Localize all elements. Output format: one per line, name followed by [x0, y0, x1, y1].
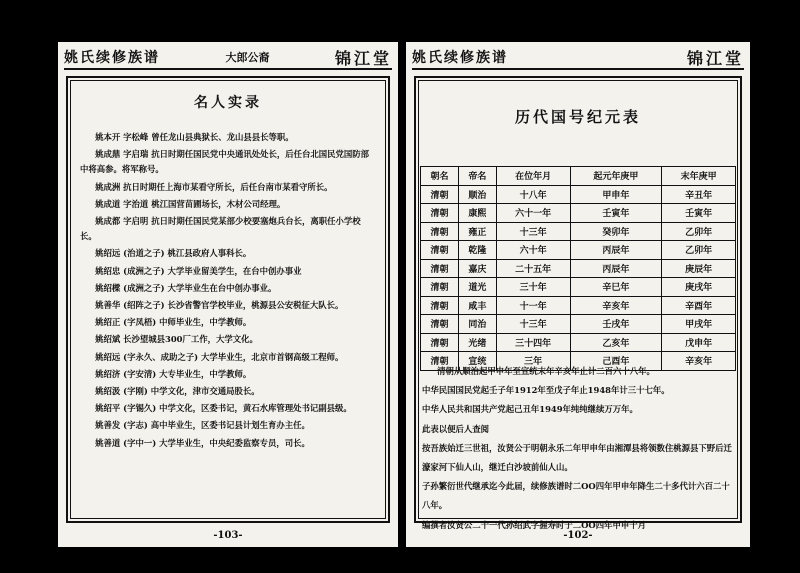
table-cell: 壬戌年 — [570, 315, 662, 334]
note-line: 中华人民共和国共产党起己丑年1949年纯纯继续万万年。 — [422, 404, 638, 415]
table-cell: 壬寅年 — [570, 204, 662, 223]
column-header: 起元年庚甲 — [570, 167, 662, 186]
table-cell: 辛丑年 — [662, 185, 736, 204]
era-table-body — [421, 185, 736, 370]
hall-name: 锦江堂 — [686, 48, 744, 68]
table-cell: 三年 — [496, 352, 570, 371]
table-row — [421, 333, 736, 352]
column-header: 帝名 — [458, 167, 496, 186]
table-cell: 清朝 — [421, 204, 459, 223]
section-title: 名人实录 — [194, 95, 262, 111]
table-cell: 咸丰 — [458, 296, 496, 315]
table-cell: 己酉年 — [570, 352, 662, 371]
biography-entry: 姚绍汲 (字刚) 中学文化，津市交通局股长。 — [95, 386, 260, 397]
table-cell: 庚辰年 — [662, 259, 736, 278]
note-line: 按吾族始迁三世祖，汝贤公于明朝永乐二年甲申年由湘潭县将领数住桃源县下野后迁濠家河下仙人山，继迁白沙坡前仙人山。 — [422, 442, 732, 473]
book-title: 姚氏续修族谱 — [64, 50, 160, 66]
table-row — [421, 259, 736, 278]
table-cell: 乾隆 — [458, 241, 496, 260]
table-cell: 同治 — [458, 315, 496, 334]
note-line: 子孙繁衍世代继承迄今此届，续修族谱时二OO四年甲申年降生二十多代计六百二十八年。 — [422, 481, 730, 511]
table-cell: 六十年 — [496, 241, 570, 260]
table-cell: 甲戌年 — [662, 315, 736, 334]
biography-entry: 姚成鼎 字启瑞 抗日时期任国民党中央通讯处处长，后任台北国民党国防部中将高参。将军称号。 — [80, 149, 369, 175]
table-cell: 十三年 — [496, 315, 570, 334]
table-cell: 三十年 — [496, 278, 570, 297]
branch-name: 大郎公裔 — [225, 51, 270, 64]
column-header: 末年庚甲 — [662, 167, 736, 186]
table-cell: 乙卯年 — [662, 241, 736, 260]
biography-entry: 姚绍忠 (成洲之子) 大学毕业留美学生，在台中创办事业 — [95, 265, 302, 276]
table-cell: 辛亥年 — [662, 352, 736, 371]
note-line: 清朝从顺治起甲申年至宣统末年辛亥年止计二百六十八年。 — [437, 366, 655, 376]
right-page-header — [412, 46, 744, 70]
table-cell: 道光 — [458, 278, 496, 297]
table-cell: 六十一年 — [496, 204, 570, 223]
table-cell: 甲申年 — [570, 185, 662, 204]
table-cell: 宣统 — [458, 352, 496, 371]
table-cell: 十一年 — [496, 296, 570, 315]
biography-entry: 姚绍樑 (成洲之子) 大学毕业生在台中创办事业。 — [95, 282, 277, 293]
page-number: -102- — [563, 530, 593, 541]
biography-entry: 姚绍远 (字永久、成助之子) 大学毕业生，北京市首钢高级工程师。 — [95, 351, 344, 362]
table-cell: 顺治 — [458, 185, 496, 204]
table-cell: 清朝 — [421, 185, 459, 204]
note-line: 中华民国国民党起壬子年1912年至戊子年止1948年计三十七年。 — [422, 385, 670, 396]
table-cell: 辛巳年 — [570, 278, 662, 297]
table-cell: 清朝 — [421, 259, 459, 278]
left-page-header — [64, 46, 392, 70]
table-cell: 戊申年 — [662, 333, 736, 352]
notes — [422, 362, 736, 535]
table-cell: 清朝 — [421, 241, 459, 260]
biography-entry: 姚成道 字治道 桃江国营苗圃场长，木材公司经理。 — [95, 198, 286, 209]
book-title: 姚氏续修族谱 — [412, 50, 508, 66]
hall-name: 锦江堂 — [334, 48, 392, 68]
table-cell: 康熙 — [458, 204, 496, 223]
table-row — [421, 241, 736, 260]
biography-entry: 姚绍远 (治道之子) 桃江县政府人事科长。 — [95, 248, 252, 259]
table-cell: 十八年 — [496, 185, 570, 204]
left-page — [58, 42, 398, 547]
note-line: 此表以便后人查阅 — [422, 423, 489, 434]
biography-entry: 姚绍平 (字锡久) 中学文化，区委书记，黄石水库管理处书记副县级。 — [95, 403, 352, 414]
table-cell: 丙辰年 — [570, 259, 662, 278]
biography-entry: 姚成都 字启明 抗日时期任国民党某部少校要塞炮兵台长，离职任小学校长。 — [80, 216, 361, 242]
table-cell: 清朝 — [421, 278, 459, 297]
table-row — [421, 278, 736, 297]
right-page — [406, 42, 750, 547]
table-cell: 光绪 — [458, 333, 496, 352]
page-number: -103- — [213, 530, 243, 541]
biography-entry: 姚善道 (字中一) 大学毕业生，中央纪委监察专员，司长。 — [95, 437, 310, 448]
table-row — [421, 222, 736, 241]
biography-entry: 姚善发 (字志) 高中毕业生，区委书记县计划生育办主任。 — [95, 420, 310, 431]
biography-list — [80, 130, 376, 453]
table-row — [421, 185, 736, 204]
table-cell: 雍正 — [458, 222, 496, 241]
table-cell: 十三年 — [496, 222, 570, 241]
table-cell: 清朝 — [421, 315, 459, 334]
column-header: 朝名 — [421, 167, 459, 186]
table-cell: 乙亥年 — [570, 333, 662, 352]
biography-entry: 姚绍斌 长沙望城县300厂工作，大学文化。 — [95, 334, 258, 345]
table-row — [421, 315, 736, 334]
table-cell: 清朝 — [421, 352, 459, 371]
table-row — [421, 296, 736, 315]
table-cell: 庚戌年 — [662, 278, 736, 297]
table-cell: 清朝 — [421, 222, 459, 241]
note-line: 编撰者汝贤公二十一代孙绍武字握寿时于二OO四年甲申十月 — [422, 519, 646, 530]
table-cell: 嘉庆 — [458, 259, 496, 278]
biography-entry: 姚绍济 (字安清) 大专毕业生，中学教师。 — [95, 368, 252, 379]
column-header: 在位年月 — [496, 167, 570, 186]
table-row — [421, 204, 736, 223]
era-table — [420, 166, 736, 371]
biography-entry: 姚本开 字松峰 曾任龙山县典狱长、龙山县县长等职。 — [95, 132, 294, 142]
table-cell: 丙辰年 — [570, 241, 662, 260]
era-table-header — [421, 167, 736, 186]
biography-entry: 姚善华 (绍阵之子) 长沙省警官学校毕业，桃源县公安税征大队长。 — [95, 300, 344, 311]
section-title: 历代国号纪元表 — [514, 108, 641, 126]
table-cell: 乙卯年 — [662, 222, 736, 241]
table-cell: 三十四年 — [496, 333, 570, 352]
table-cell: 壬寅年 — [662, 204, 736, 223]
biography-entry: 姚绍正 (字凤梧) 中师毕业生，中学教师。 — [95, 317, 252, 328]
table-cell: 癸卯年 — [570, 222, 662, 241]
table-cell: 清朝 — [421, 296, 459, 315]
biography-entry: 姚成洲 抗日时期任上海市某看守所长，后任台南市某看守所长。 — [95, 181, 333, 192]
table-cell: 清朝 — [421, 333, 459, 352]
table-cell: 辛亥年 — [570, 296, 662, 315]
table-cell: 辛酉年 — [662, 296, 736, 315]
table-cell: 二十五年 — [496, 259, 570, 278]
